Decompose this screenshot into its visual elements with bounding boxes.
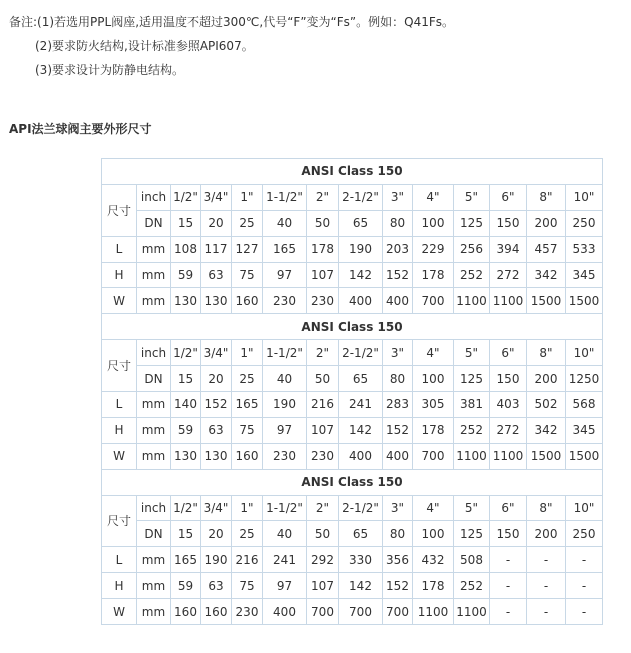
table-cell: 152: [201, 392, 232, 418]
table-cell: 10": [566, 340, 603, 366]
section-heading: API法兰球阀主要外形尺寸: [9, 122, 152, 136]
table-cell: 15: [171, 521, 201, 547]
table-cell: 203: [383, 236, 413, 262]
table-cell: 20: [201, 366, 232, 392]
table-cell: 142: [339, 573, 383, 599]
notes-block: [9, 10, 454, 82]
table-cell: 1100: [454, 443, 490, 469]
table-cell: 10": [566, 184, 603, 210]
table-cell: 97: [263, 417, 307, 443]
table-cell: -: [490, 599, 527, 625]
table-cell: 80: [383, 521, 413, 547]
table-cell: 3/4": [201, 340, 232, 366]
table-cell: 400: [383, 288, 413, 314]
table-section-header: [102, 469, 603, 495]
table-row: [102, 340, 603, 366]
table-cell: -: [527, 599, 566, 625]
table-cell: 394: [490, 236, 527, 262]
table-cell: 160: [201, 599, 232, 625]
table-cell: 140: [171, 392, 201, 418]
table-cell: 25: [232, 366, 263, 392]
table-cell: 5": [454, 184, 490, 210]
table-cell: 1100: [490, 288, 527, 314]
table-row: [102, 184, 603, 210]
table-row: [102, 236, 603, 262]
table-cell: 3": [383, 495, 413, 521]
table-cell: 6": [490, 495, 527, 521]
table-cell: -: [527, 573, 566, 599]
table-cell: 508: [454, 547, 490, 573]
table-row: [102, 288, 603, 314]
table-cell: 1100: [454, 599, 490, 625]
table-cell: 8": [527, 184, 566, 210]
table-cell: 1-1/2": [263, 184, 307, 210]
table-cell: 107: [307, 573, 339, 599]
table-cell: 2-1/2": [339, 340, 383, 366]
table-row: [102, 599, 603, 625]
table-cell: 3": [383, 184, 413, 210]
table-cell: 50: [307, 366, 339, 392]
table-cell: 330: [339, 547, 383, 573]
table-cell: 15: [171, 366, 201, 392]
table-cell: 400: [339, 288, 383, 314]
table-cell: 10": [566, 495, 603, 521]
table-cell: 25: [232, 521, 263, 547]
table-cell: 1/2": [171, 340, 201, 366]
table-cell: 1500: [527, 288, 566, 314]
table-cell: 216: [307, 392, 339, 418]
table-cell: -: [490, 573, 527, 599]
table-cell: 190: [339, 236, 383, 262]
table-cell: 1": [232, 184, 263, 210]
table-cell: 1100: [413, 599, 454, 625]
table-cell: 80: [383, 210, 413, 236]
table-cell: 200: [527, 521, 566, 547]
table-cell: 152: [383, 417, 413, 443]
table-cell: 272: [490, 417, 527, 443]
table-section-header: [102, 314, 603, 340]
table-cell: 127: [232, 236, 263, 262]
table-cell: 65: [339, 366, 383, 392]
table-cell: 59: [171, 262, 201, 288]
table-cell: 250: [566, 521, 603, 547]
table-row: [102, 392, 603, 418]
dimension-label: L: [102, 547, 137, 573]
table-cell: 6": [490, 340, 527, 366]
table-cell: -: [566, 573, 603, 599]
table-cell: 40: [263, 366, 307, 392]
table-cell: 125: [454, 210, 490, 236]
table-row: [102, 262, 603, 288]
table-cell: 107: [307, 262, 339, 288]
note-line-3: (3)要求设计为防静电结构。: [35, 63, 184, 77]
table-cell: 241: [339, 392, 383, 418]
table-cell: 342: [527, 262, 566, 288]
table-cell: 15: [171, 210, 201, 236]
table-cell: 230: [307, 443, 339, 469]
table-cell: 59: [171, 417, 201, 443]
table-cell: 152: [383, 573, 413, 599]
table-cell: 3": [383, 340, 413, 366]
table-cell: 700: [383, 599, 413, 625]
table-cell: 229: [413, 236, 454, 262]
table-cell: 142: [339, 262, 383, 288]
table-cell: 241: [263, 547, 307, 573]
table-cell: 2": [307, 495, 339, 521]
table-cell: 216: [232, 547, 263, 573]
table-row: [102, 521, 603, 547]
unit-cell: mm: [137, 262, 171, 288]
table-cell: 130: [171, 443, 201, 469]
table-cell: 178: [307, 236, 339, 262]
table-cell: 1/2": [171, 184, 201, 210]
dimension-label: W: [102, 599, 137, 625]
table-cell: 1500: [566, 288, 603, 314]
table-cell: 160: [232, 443, 263, 469]
table-cell: 165: [171, 547, 201, 573]
table-cell: 272: [490, 262, 527, 288]
table-cell: 1": [232, 495, 263, 521]
table-cell: 4": [413, 184, 454, 210]
table-row: [102, 495, 603, 521]
table-row: [102, 547, 603, 573]
table-cell: 400: [383, 443, 413, 469]
unit-cell: mm: [137, 236, 171, 262]
table-cell: 63: [201, 573, 232, 599]
table-cell: -: [490, 547, 527, 573]
table-cell: 63: [201, 262, 232, 288]
table-cell: 457: [527, 236, 566, 262]
table-cell: 1": [232, 340, 263, 366]
table-cell: 381: [454, 392, 490, 418]
table-cell: 4": [413, 495, 454, 521]
table-cell: 1100: [454, 288, 490, 314]
class-title: ANSI Class 150: [102, 159, 603, 185]
table-cell: 50: [307, 210, 339, 236]
table-cell: 97: [263, 573, 307, 599]
dimension-label: H: [102, 573, 137, 599]
class-title: ANSI Class 150: [102, 314, 603, 340]
table-cell: 65: [339, 210, 383, 236]
table-cell: 4": [413, 340, 454, 366]
table-cell: 200: [527, 366, 566, 392]
table-cell: 230: [232, 599, 263, 625]
unit-cell: DN: [137, 210, 171, 236]
unit-cell: inch: [137, 184, 171, 210]
table-cell: 2": [307, 184, 339, 210]
table-cell: 432: [413, 547, 454, 573]
table-cell: 160: [171, 599, 201, 625]
table-cell: 230: [263, 288, 307, 314]
table-cell: 403: [490, 392, 527, 418]
table-cell: 8": [527, 340, 566, 366]
table-row: [102, 417, 603, 443]
table-cell: 400: [263, 599, 307, 625]
table-cell: 130: [201, 443, 232, 469]
table-cell: 125: [454, 366, 490, 392]
table-cell: 1500: [566, 443, 603, 469]
table-cell: 108: [171, 236, 201, 262]
table-cell: 165: [232, 392, 263, 418]
table-cell: 75: [232, 573, 263, 599]
table-cell: 75: [232, 262, 263, 288]
unit-cell: inch: [137, 340, 171, 366]
table-cell: 125: [454, 521, 490, 547]
table-cell: 283: [383, 392, 413, 418]
table-cell: 25: [232, 210, 263, 236]
table-cell: 230: [263, 443, 307, 469]
unit-cell: mm: [137, 417, 171, 443]
dimensions-table: [101, 158, 603, 625]
note-line-2: (2)要求防火结构,设计标准参照API607。: [35, 39, 254, 53]
size-label: 尺寸: [102, 495, 137, 547]
table-cell: 700: [413, 288, 454, 314]
table-cell: 178: [413, 417, 454, 443]
unit-cell: DN: [137, 366, 171, 392]
table-cell: 107: [307, 417, 339, 443]
table-cell: 305: [413, 392, 454, 418]
table-cell: 100: [413, 366, 454, 392]
table-cell: 50: [307, 521, 339, 547]
table-cell: -: [566, 547, 603, 573]
table-cell: 3/4": [201, 495, 232, 521]
table-cell: 2-1/2": [339, 184, 383, 210]
unit-cell: mm: [137, 288, 171, 314]
table-cell: 63: [201, 417, 232, 443]
table-cell: 100: [413, 210, 454, 236]
table-cell: 160: [232, 288, 263, 314]
table-cell: 142: [339, 417, 383, 443]
table-cell: 345: [566, 417, 603, 443]
table-cell: 65: [339, 521, 383, 547]
table-section-header: [102, 159, 603, 185]
table-cell: 400: [339, 443, 383, 469]
table-cell: 1500: [527, 443, 566, 469]
table-cell: 5": [454, 340, 490, 366]
table-cell: 2-1/2": [339, 495, 383, 521]
table-cell: 292: [307, 547, 339, 573]
table-cell: 200: [527, 210, 566, 236]
table-cell: 75: [232, 417, 263, 443]
table-cell: 130: [171, 288, 201, 314]
table-cell: 1100: [490, 443, 527, 469]
dimension-label: H: [102, 417, 137, 443]
table-cell: 40: [263, 521, 307, 547]
size-label: 尺寸: [102, 184, 137, 236]
table-cell: 6": [490, 184, 527, 210]
table-cell: 252: [454, 417, 490, 443]
dimension-label: L: [102, 392, 137, 418]
table-cell: 178: [413, 262, 454, 288]
table-cell: 700: [307, 599, 339, 625]
table-cell: 190: [201, 547, 232, 573]
table-cell: 20: [201, 521, 232, 547]
table-cell: 356: [383, 547, 413, 573]
table-row: [102, 443, 603, 469]
unit-cell: DN: [137, 521, 171, 547]
table-row: [102, 573, 603, 599]
table-cell: 5": [454, 495, 490, 521]
table-cell: 1250: [566, 366, 603, 392]
table-cell: 568: [566, 392, 603, 418]
table-cell: 190: [263, 392, 307, 418]
table-cell: 252: [454, 262, 490, 288]
table-cell: 230: [307, 288, 339, 314]
unit-cell: mm: [137, 573, 171, 599]
unit-cell: mm: [137, 599, 171, 625]
size-label: 尺寸: [102, 340, 137, 392]
unit-cell: mm: [137, 443, 171, 469]
table-cell: -: [566, 599, 603, 625]
table-cell: 2": [307, 340, 339, 366]
table-cell: 150: [490, 210, 527, 236]
table-cell: 342: [527, 417, 566, 443]
table-cell: 100: [413, 521, 454, 547]
table-cell: 80: [383, 366, 413, 392]
table-cell: 1-1/2": [263, 495, 307, 521]
class-title: ANSI Class 150: [102, 469, 603, 495]
table-cell: 345: [566, 262, 603, 288]
dimension-label: W: [102, 288, 137, 314]
table-cell: 533: [566, 236, 603, 262]
table-cell: 502: [527, 392, 566, 418]
table-cell: 252: [454, 573, 490, 599]
unit-cell: mm: [137, 392, 171, 418]
table-cell: 117: [201, 236, 232, 262]
table-cell: 40: [263, 210, 307, 236]
table-cell: 152: [383, 262, 413, 288]
table-cell: 250: [566, 210, 603, 236]
table-cell: 1-1/2": [263, 340, 307, 366]
unit-cell: inch: [137, 495, 171, 521]
table-cell: 59: [171, 573, 201, 599]
table-cell: 1/2": [171, 495, 201, 521]
unit-cell: mm: [137, 547, 171, 573]
dimension-label: L: [102, 236, 137, 262]
dimensions-table-container: [101, 158, 603, 625]
table-cell: 3/4": [201, 184, 232, 210]
table-cell: 97: [263, 262, 307, 288]
table-cell: 256: [454, 236, 490, 262]
table-cell: 20: [201, 210, 232, 236]
table-cell: 700: [413, 443, 454, 469]
dimension-label: W: [102, 443, 137, 469]
table-cell: 150: [490, 521, 527, 547]
table-cell: 150: [490, 366, 527, 392]
note-line-1: 备注:(1)若选用PPL阀座,适用温度不超过300℃,代号“F”变为“Fs”。例如：Q41Fs。: [9, 15, 455, 29]
table-cell: 700: [339, 599, 383, 625]
table-row: [102, 210, 603, 236]
table-row: [102, 366, 603, 392]
table-cell: 178: [413, 573, 454, 599]
table-cell: -: [527, 547, 566, 573]
table-cell: 130: [201, 288, 232, 314]
table-cell: 8": [527, 495, 566, 521]
dimension-label: H: [102, 262, 137, 288]
table-cell: 165: [263, 236, 307, 262]
